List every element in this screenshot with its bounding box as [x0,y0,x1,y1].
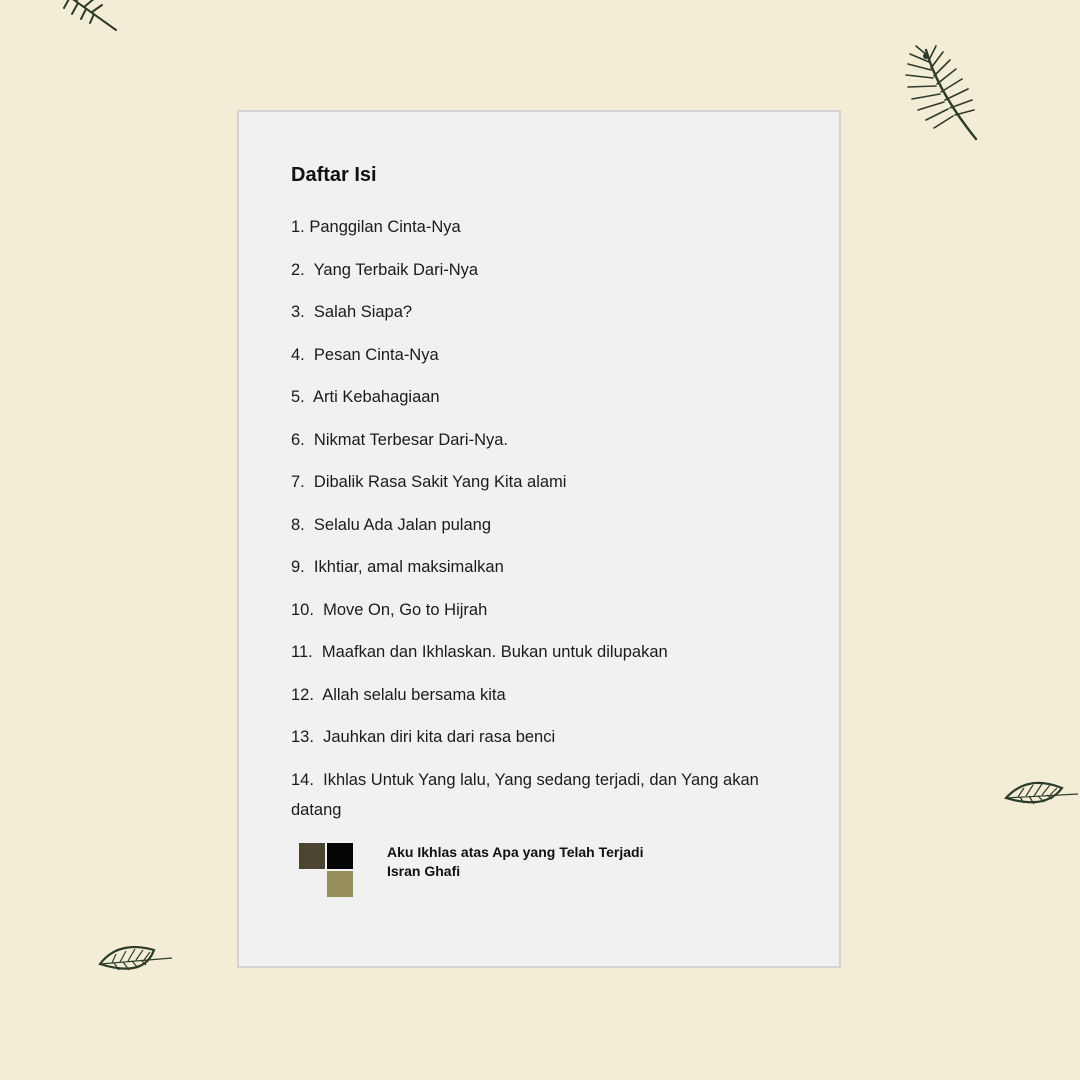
toc-item-6: 6. Nikmat Terbesar Dari-Nya. [291,430,509,449]
table-of-contents [291,212,791,838]
leaf-bottom-left-icon [96,942,176,982]
logo-square-dark-olive [299,843,325,869]
document-page [237,110,841,968]
toc-item-3: 3. Salah Siapa? [291,303,413,321]
toc-item-11: 11. Maafkan dan Ikhlaskan. Bukan untuk dilupakan [291,643,668,661]
logo-square-black [327,843,353,869]
toc-item-1: 1. Panggilan Cinta-Nya [291,218,461,236]
toc-item-8: 8. Selalu Ada Jalan pulang [291,515,491,534]
toc-item-14: 14. Ikhlas Untuk Yang lalu, Yang sedang terjadi, dan Yang akan datang [291,770,764,819]
book-author: Isran Ghafi [387,863,461,879]
toc-item-5: 5. Arti Kebahagiaan [291,388,440,406]
toc-item-4: 4. Pesan Cinta-Nya [291,345,439,364]
toc-item-2: 2. Yang Terbaik Dari-Nya [291,260,479,279]
toc-item-10: 10. Move On, Go to Hijrah [291,600,488,619]
toc-item-9: 9. Ikhtiar, amal maksimalkan [291,558,504,576]
book-footer [387,843,644,881]
publisher-logo-icon [299,843,355,897]
leaf-right-icon [1002,776,1080,816]
pine-sprig-top-right-icon [898,42,983,147]
toc-item-12: 12. Allah selalu bersama kita [291,685,506,704]
toc-item-13: 13. Jauhkan diri kita dari rasa benci [291,728,556,746]
page-title: Daftar Isi [291,164,377,186]
logo-square-khaki [327,871,353,897]
book-title: Aku Ikhlas atas Apa yang Telah Terjadi [387,844,644,860]
pine-sprig-top-left-icon [50,0,125,35]
toc-item-7: 7. Dibalik Rasa Sakit Yang Kita alami [291,473,567,491]
